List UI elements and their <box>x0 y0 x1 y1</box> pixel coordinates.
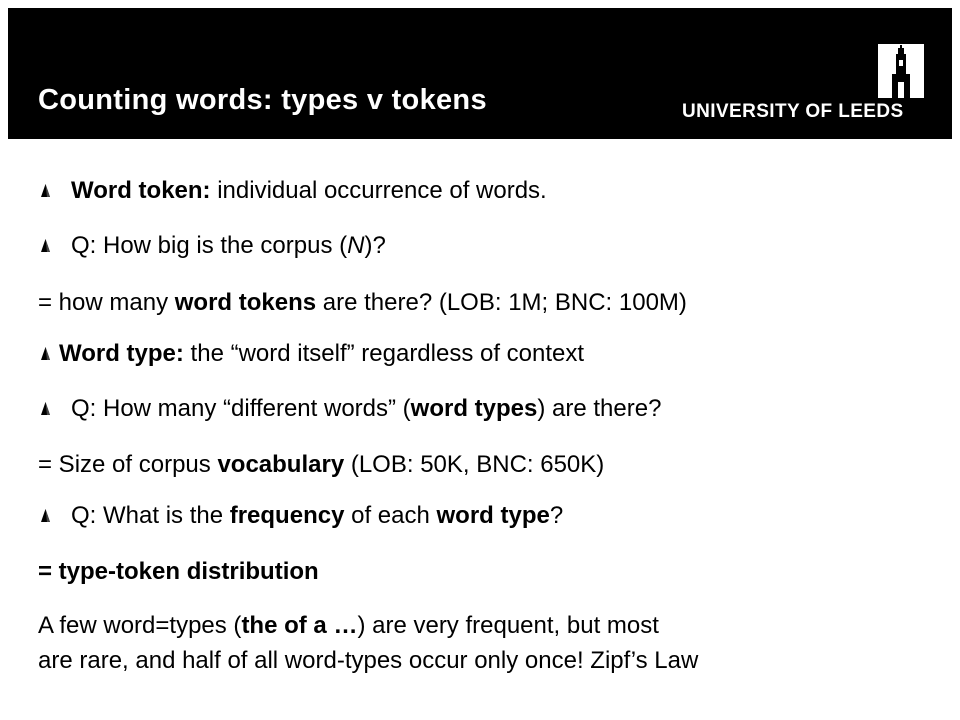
line-text: Q: How many “different words” ( <box>71 395 411 422</box>
line-text: of each <box>344 502 437 529</box>
line-text: A few word=types ( <box>38 612 242 639</box>
triangle-bullet-icon <box>38 346 53 361</box>
answer-word-tokens <box>38 290 687 316</box>
answer-vocabulary <box>38 452 604 478</box>
university-wordmark: UNIVERSITY OF LEEDS <box>682 101 904 122</box>
leeds-tower-logo-icon <box>878 44 924 98</box>
line-text: individual occurrence of words. <box>210 177 547 204</box>
triangle-bullet-icon <box>38 401 53 416</box>
bold-term: word tokens <box>174 289 317 316</box>
line-text: Q: How big is the corpus ( <box>71 232 348 259</box>
bullet-corpus-size <box>38 233 386 259</box>
triangle-bullet-icon <box>38 238 53 253</box>
line-text: are rare, and half of all word-types occur only once! Zipf’s Law <box>38 647 699 674</box>
header-bar <box>8 8 952 139</box>
bold-term: frequency <box>229 502 345 529</box>
term-label: Word type: <box>59 340 184 367</box>
line-text: = Size of corpus <box>38 451 218 478</box>
line-text: are there? (LOB: 1M; BNC: 100M) <box>316 289 687 316</box>
slide-title: Counting words: types v tokens <box>38 84 487 116</box>
line-text: (LOB: 50K, BNC: 650K) <box>344 451 605 478</box>
line-text: )? <box>364 232 386 259</box>
line-text: Q: What is the <box>71 502 230 529</box>
bullet-word-token <box>38 178 547 204</box>
triangle-bullet-icon <box>38 183 53 198</box>
line-text: ) are there? <box>537 395 662 422</box>
line-text: = how many <box>38 289 175 316</box>
italic-symbol: N <box>347 232 365 259</box>
bullet-different-words <box>38 396 661 422</box>
bold-term: word type <box>436 502 550 529</box>
line-text: the “word itself” regardless of context <box>183 340 585 367</box>
term-label: Word token: <box>71 177 211 204</box>
bold-term: vocabulary <box>217 451 345 478</box>
answer-distribution <box>38 559 319 585</box>
bold-term: word types <box>410 395 538 422</box>
line-text: ) are very frequent, but most <box>357 612 659 639</box>
bullet-frequency <box>38 503 563 529</box>
bold-term: = type-token distribution <box>38 558 319 585</box>
zipf-text-line-2 <box>38 648 698 674</box>
zipf-text-line-1 <box>38 613 659 639</box>
line-text: ? <box>549 502 564 529</box>
bullet-word-type <box>38 341 584 367</box>
triangle-bullet-icon <box>38 508 53 523</box>
bold-term: the of a … <box>241 612 358 639</box>
